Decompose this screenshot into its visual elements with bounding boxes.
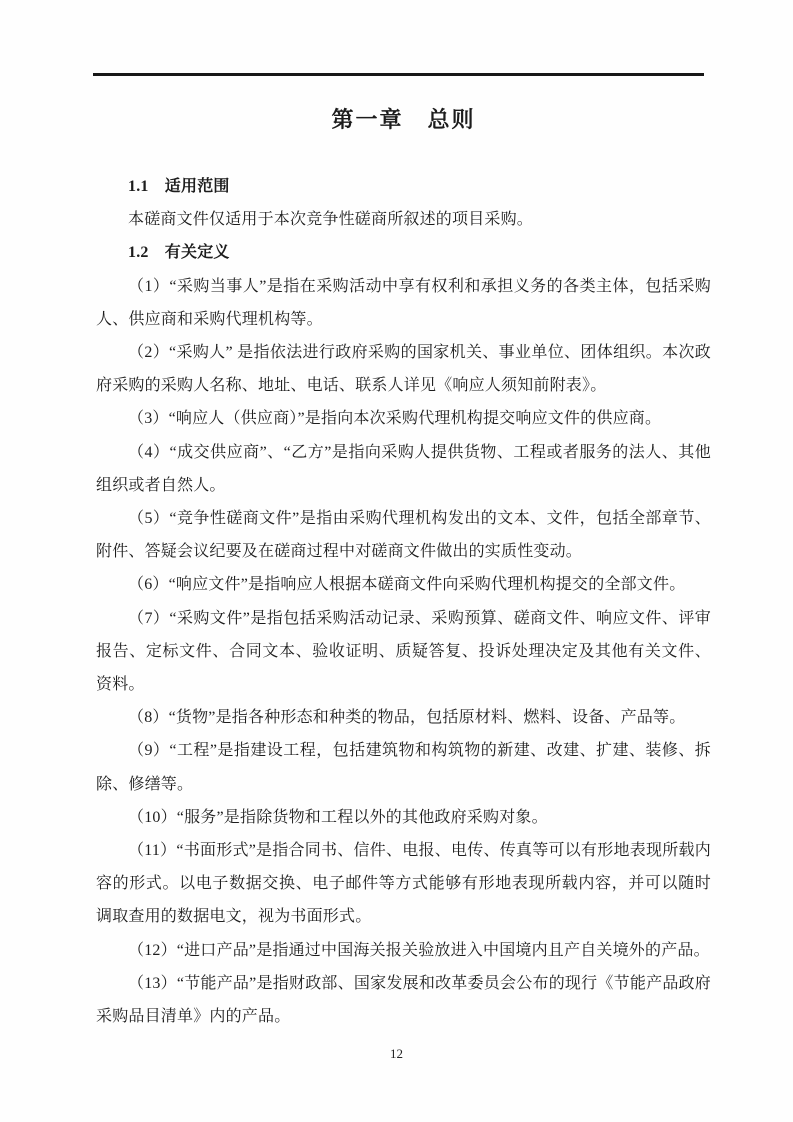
paragraph-scope: 本磋商文件仅适用于本次竞争性磋商所叙述的项目采购。 [128,211,534,229]
definition-item-6: （6）“响应文件”是指响应人根据本磋商文件向采购代理机构提交的全部文件。 [128,576,686,594]
definition-item-3: （3）“响应人（供应商）”是指向本次采购代理机构提交响应文件的供应商。 [128,410,662,428]
definition-item-2: （2）“采购人” 是指依法进行政府采购的国家机关、事业单位、团体组织。本次政府采购的采购人名称、地址、电话、联系人详见《响应人须知前附表》。 [96,344,711,395]
definition-item-12: （12）“进口产品”是指通过中国海关报关验放进入中国境内且产自关境外的产品。 [128,941,710,959]
definition-item-10: （10）“服务”是指除货物和工程以外的其他政府采购对象。 [128,808,548,826]
definition-item-11: （11）“书面形式”是指合同书、信件、电报、电传、传真等可以有形地表现所载内容的形式。以电子数据交换、电子邮件等方式能够有形地表现所载内容，并可以随时调取查用的数据电文，视为书面形式。 [96,842,711,926]
section-heading-1-2: 1.2 有关定义 [128,244,230,262]
chapter-title: 第一章 总则 [331,107,476,132]
definition-item-4: （4）“成交供应商”、“乙方”是指向采购人提供货物、工程或者服务的法人、其他组织或者自然人。 [96,443,711,494]
header-rule [93,73,704,76]
definition-item-8: （8）“货物”是指各种形态和种类的物品，包括原材料、燃料、设备、产品等。 [128,709,686,727]
definition-item-1: （1）“采购当事人”是指在采购活动中享有权利和承担义务的各类主体，包括采购人、供应商和采购代理机构等。 [96,277,711,328]
definition-item-5: （5）“竞争性磋商文件”是指由采购代理机构发出的文本、文件，包括全部章节、附件、答疑会议纪要及在磋商过程中对磋商文件做出的实质性变动。 [96,510,711,561]
definition-item-7: （7）“采购文件”是指包括采购活动记录、采购预算、磋商文件、响应文件、评审报告、定标文件、合同文本、验收证明、质疑答复、投诉处理决定及其他有关文件、资料。 [96,609,711,694]
definition-item-9: （9）“工程”是指建设工程，包括建筑物和构筑物的新建、改建、扩建、装修、拆除、修缮等。 [96,742,711,793]
definition-item-13: （13）“节能产品”是指财政部、国家发展和改革委员会公布的现行《节能产品政府采购品目清单》内的产品。 [96,974,711,1026]
section-heading-1-1: 1.1 适用范围 [128,178,230,195]
page-number: 12 [390,1046,403,1061]
page-content [96,102,711,1033]
